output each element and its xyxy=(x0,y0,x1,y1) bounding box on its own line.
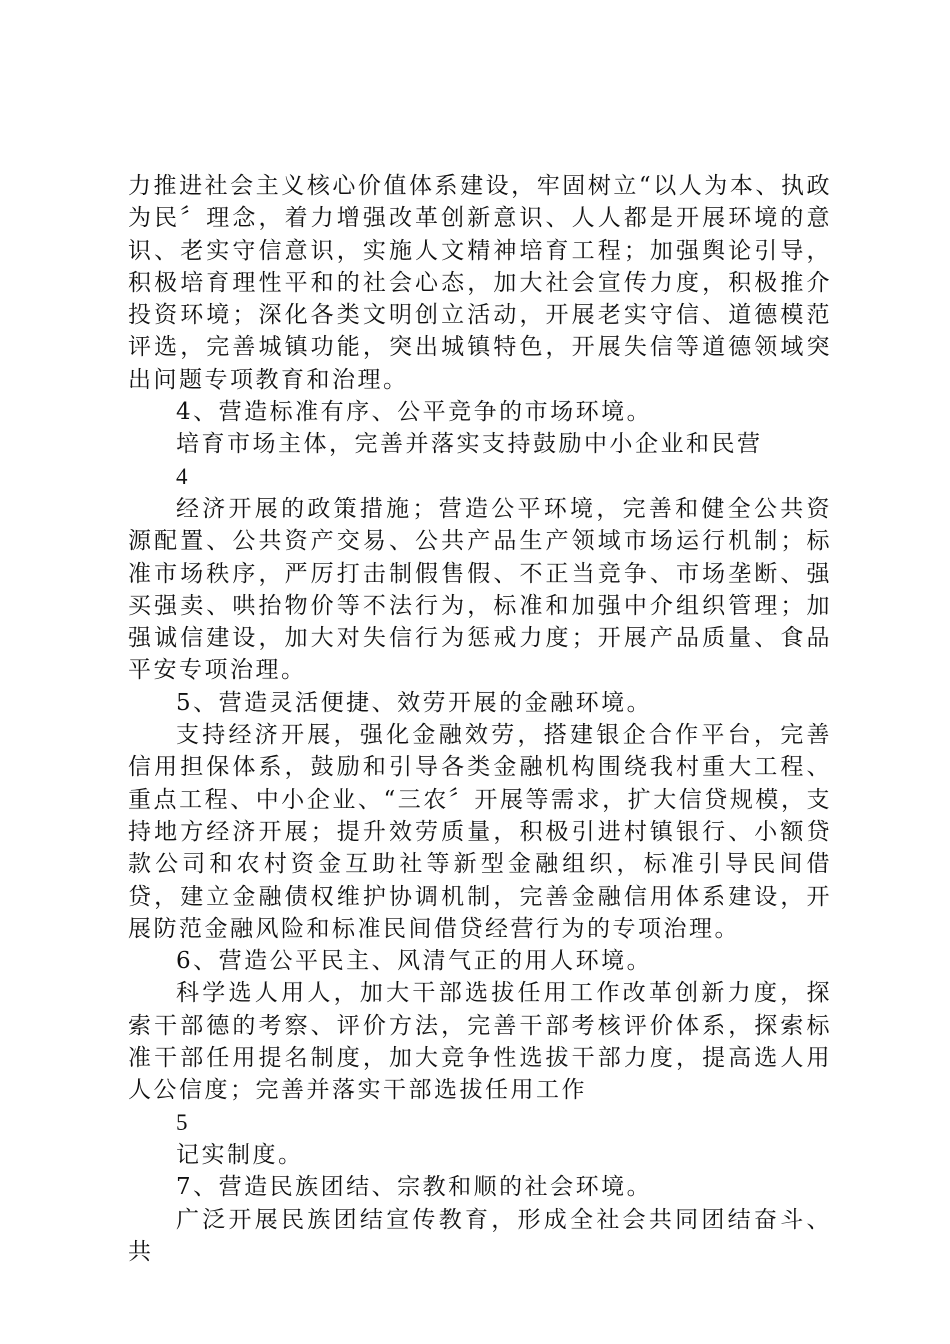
paragraph-financial: 支持经济开展，强化金融效劳，搭建银企合作平台，完善信用担保体系，鼓励和引导各类金融机构围绕我村重大工程、重点工程、中小企业、“三农〞开展等需求，扩大信贷规模，支持地方经济开展；提升效劳质量，积极引进村镇银行、小额贷款公司和农村资金互助社等新型金融组织，标准引导民间借贷，建立金融债权维护协调机制，完善金融信用体系建设，开展防范金融风险和标准民间借贷经营行为的专项治理。 xyxy=(128,722,832,942)
paragraph-market-start: 培育市场主体，完善并落实支持鼓励中小企业和民营 xyxy=(176,431,763,458)
paragraph-market-policy: 经济开展的政策措施；营造公平环境，完善和健全公共资源配置、公共资产交易、公共产品生产领域市场运行机制；标准市场秩序，严厉打击制假售假、不正当竞争、市场垄断、强买强卖、哄抬物价等不法行为，标准和加强中介组织管理；加强诚信建设，加大对失信行为惩戒力度；开展产品质量、食品平安专项治理。 xyxy=(128,495,832,684)
page-number: 4 xyxy=(176,463,190,489)
paragraph-employment: 科学选人用人，加大干部选拔任用工作改革创新力度，探索干部德的考察、评价方法，完善干部考核评价体系，探索标准干部任用提名制度，加大竞争性选拔干部力度，提高选人用人公信度；完善并落实干部选拔任用工作 xyxy=(128,980,832,1104)
paragraph-social: 广泛开展民族团结宣传教育，形成全社会共同团结奋斗、共 xyxy=(128,1206,832,1265)
document-body xyxy=(128,170,832,1268)
heading-market-environment: 4、营造标准有序、公平竞争的市场环境。 xyxy=(176,399,653,426)
paragraph-record-system: 记实制度。 xyxy=(176,1141,304,1168)
paragraph-core-values: 力推进社会主义核心价值体系建设，牢固树立“以人为本、执政为民〞理念，着力增强改革创新意识、人人都是开展环境的意识、老实守信意识，实施人文精神培育工程；加强舆论引导，积极培育理性平和的社会心态，加大社会宣传力度，积极推介投资环境；深化各类文明创立活动，开展老实守信、道德模范评选，完善城镇功能，突出城镇特色，开展失信等道德领域突出问题专项教育和治理。 xyxy=(128,173,832,393)
heading-employment-environment: 6、营造公平民主、风清气正的用人环境。 xyxy=(176,948,653,975)
page-number: 5 xyxy=(176,1109,190,1135)
heading-financial-environment: 5、营造灵活便捷、效劳开展的金融环境。 xyxy=(176,689,653,716)
heading-social-environment: 7、营造民族团结、宗教和顺的社会环境。 xyxy=(176,1174,653,1201)
